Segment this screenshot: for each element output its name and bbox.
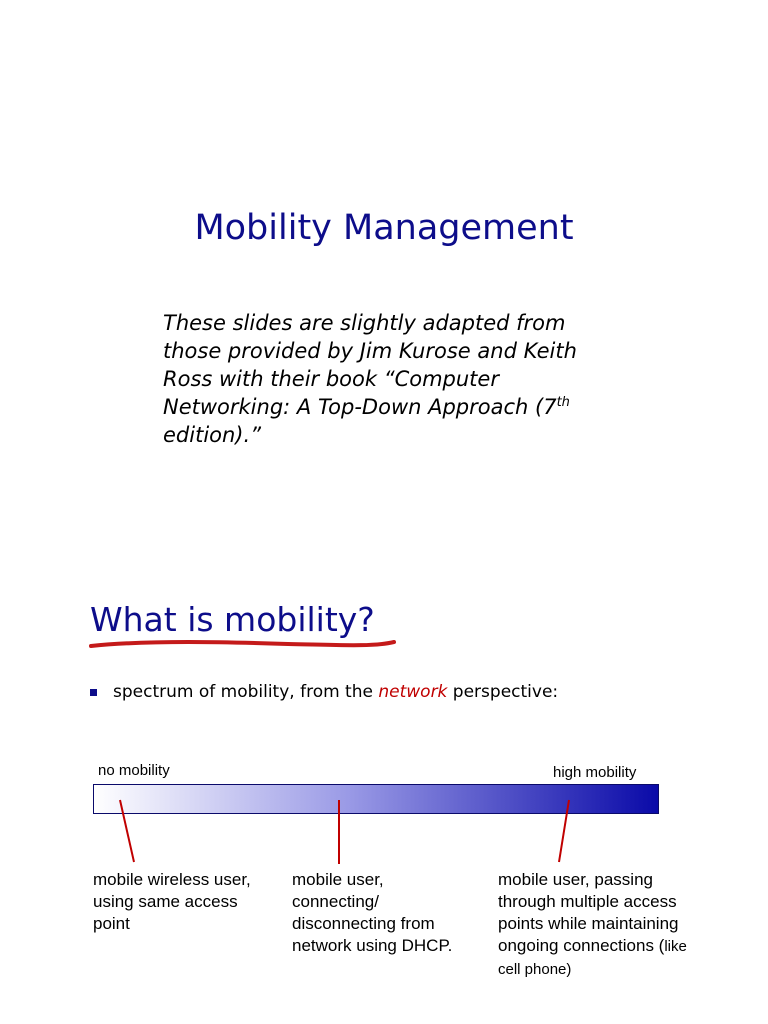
slide-title: Mobility Management bbox=[194, 208, 574, 248]
bullet-square-icon bbox=[90, 689, 97, 696]
network-highlight: network bbox=[378, 682, 448, 702]
bullet-item bbox=[90, 682, 558, 702]
attribution-text: These slides are slightly adapted from those provided by Jim Kurose and Keith Ross with their book “Computer Networking: A Top-Down Approach (7th edition).” bbox=[163, 311, 577, 447]
no-mobility-label: no mobility bbox=[98, 762, 170, 779]
bullet-text: spectrum of mobility, from the network perspective: bbox=[113, 682, 559, 702]
caption-high-mobility: mobile user, passing through multiple access points while maintaining ongoing connections (like cell phone) bbox=[498, 870, 687, 978]
heading-underline bbox=[88, 630, 398, 654]
mobility-spectrum-bar bbox=[93, 784, 659, 814]
caption-medium-mobility: mobile user, connecting/ disconnecting from network using DHCP. bbox=[292, 870, 453, 955]
section-heading: What is mobility? bbox=[90, 600, 375, 639]
caption-no-mobility: mobile wireless user, using same access point bbox=[93, 870, 251, 933]
high-mobility-label: high mobility bbox=[553, 764, 637, 781]
